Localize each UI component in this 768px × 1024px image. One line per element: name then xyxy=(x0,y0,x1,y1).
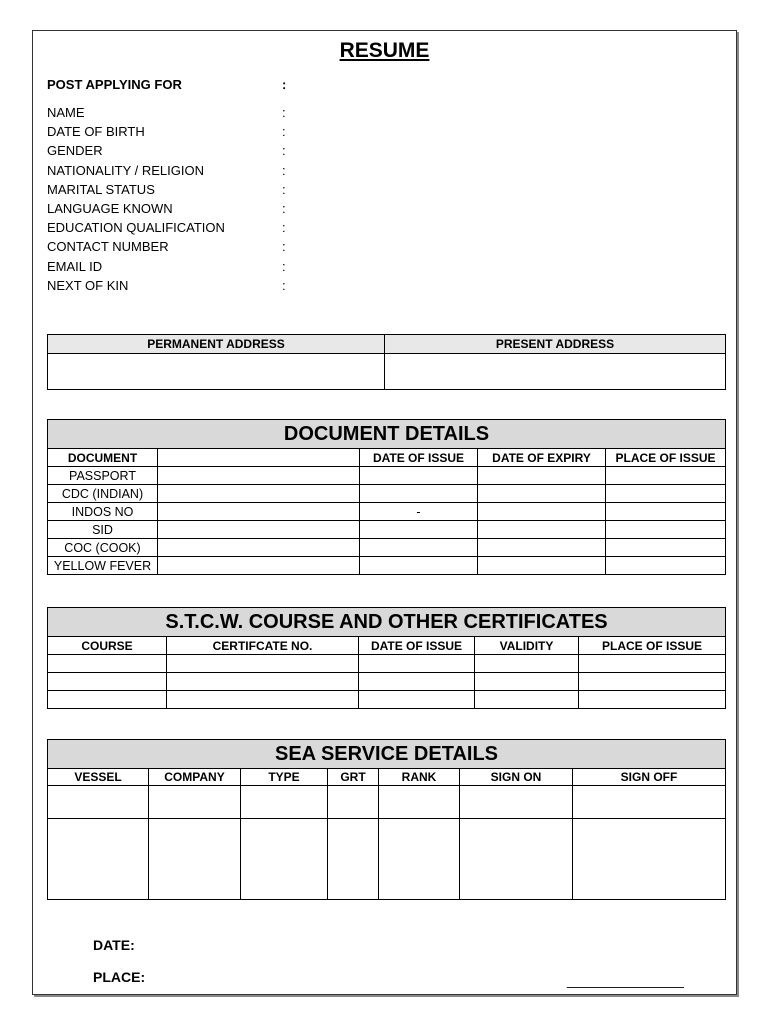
sea-cell[interactable] xyxy=(573,819,726,900)
doc-cell[interactable] xyxy=(606,485,726,503)
table-row xyxy=(48,485,726,503)
stcw-cell[interactable] xyxy=(167,691,359,709)
doc-cell[interactable] xyxy=(478,503,606,521)
table-row xyxy=(48,539,726,557)
doc-name: YELLOW FEVER xyxy=(48,557,158,575)
stcw-cell[interactable] xyxy=(48,655,167,673)
stcw-cell[interactable] xyxy=(475,691,579,709)
doc-cell[interactable] xyxy=(478,485,606,503)
field-gender: GENDER : xyxy=(47,143,286,159)
page-title: RESUME xyxy=(339,39,430,62)
sea-col-sign-off: SIGN OFF xyxy=(573,769,726,786)
sea-cell[interactable] xyxy=(48,819,149,900)
date-label: DATE: xyxy=(93,937,135,953)
field-date-of-birth: DATE OF BIRTH : xyxy=(47,124,286,140)
sea-service-table xyxy=(47,739,726,900)
place-label: PLACE: xyxy=(93,969,146,985)
permanent-address-header: PERMANENT ADDRESS xyxy=(48,335,385,354)
doc-cell[interactable] xyxy=(478,539,606,557)
field-nationality-religion: NATIONALITY / RELIGION : xyxy=(47,162,286,178)
table-row xyxy=(48,655,726,673)
doc-cell[interactable] xyxy=(360,557,478,575)
doc-col-date-of-expiry: DATE OF EXPIRY xyxy=(478,449,606,467)
doc-col-document: DOCUMENT xyxy=(48,449,158,467)
table-row xyxy=(48,521,726,539)
post-applying-label: POST APPLYING FOR xyxy=(47,77,182,92)
doc-cell[interactable] xyxy=(158,467,360,485)
stcw-col-date-of-issue: DATE OF ISSUE xyxy=(359,637,475,655)
table-row xyxy=(48,467,726,485)
sea-col-grt: GRT xyxy=(328,769,379,786)
doc-cell[interactable] xyxy=(478,521,606,539)
present-address-header: PRESENT ADDRESS xyxy=(385,335,726,354)
field-contact-number: CONTACT NUMBER : xyxy=(47,239,286,255)
stcw-col-validity: VALIDITY xyxy=(475,637,579,655)
stcw-certificates-table xyxy=(47,607,726,709)
doc-name: CDC (INDIAN) xyxy=(48,485,158,503)
sea-cell[interactable] xyxy=(328,786,379,819)
doc-name: SID xyxy=(48,521,158,539)
doc-cell[interactable] xyxy=(158,557,360,575)
sea-cell[interactable] xyxy=(379,786,460,819)
doc-cell[interactable] xyxy=(606,557,726,575)
doc-cell[interactable] xyxy=(606,539,726,557)
resume-page xyxy=(32,30,737,995)
doc-col-number xyxy=(158,449,360,467)
doc-cell[interactable] xyxy=(606,467,726,485)
permanent-address-cell[interactable] xyxy=(48,354,385,390)
stcw-cell[interactable] xyxy=(475,655,579,673)
doc-cell[interactable] xyxy=(360,539,478,557)
field-name: NAME : xyxy=(47,105,286,120)
present-address-cell[interactable] xyxy=(385,354,726,390)
stcw-cell[interactable] xyxy=(359,655,475,673)
sea-col-rank: RANK xyxy=(379,769,460,786)
sea-col-type: TYPE xyxy=(241,769,328,786)
document-details-table xyxy=(47,419,726,575)
doc-cell[interactable] xyxy=(158,539,360,557)
doc-col-place-of-issue: PLACE OF ISSUE xyxy=(606,449,726,467)
stcw-cell[interactable] xyxy=(48,691,167,709)
stcw-cell[interactable] xyxy=(359,691,475,709)
sea-cell[interactable] xyxy=(573,786,726,819)
stcw-cell[interactable] xyxy=(167,673,359,691)
stcw-cell[interactable] xyxy=(579,673,726,691)
sea-cell[interactable] xyxy=(460,819,573,900)
stcw-cell[interactable] xyxy=(475,673,579,691)
sea-cell[interactable] xyxy=(48,786,149,819)
personal-fields xyxy=(47,105,307,297)
doc-cell[interactable] xyxy=(606,503,726,521)
field-education: EDUCATION QUALIFICATION : xyxy=(47,220,286,236)
sea-cell[interactable] xyxy=(460,786,573,819)
doc-cell[interactable] xyxy=(478,557,606,575)
doc-cell[interactable] xyxy=(158,503,360,521)
sea-cell[interactable] xyxy=(379,819,460,900)
stcw-title: S.T.C.W. COURSE AND OTHER CERTIFICATES xyxy=(48,608,726,637)
field-next-of-kin: NEXT OF KIN : xyxy=(47,277,286,293)
sea-service-title: SEA SERVICE DETAILS xyxy=(48,740,726,769)
field-email-id: EMAIL ID : xyxy=(47,258,286,274)
stcw-cell[interactable] xyxy=(167,655,359,673)
table-row xyxy=(48,819,726,900)
doc-cell[interactable] xyxy=(360,485,478,503)
sea-cell[interactable] xyxy=(241,819,328,900)
doc-col-date-of-issue: DATE OF ISSUE xyxy=(360,449,478,467)
doc-cell[interactable] xyxy=(478,467,606,485)
sea-cell[interactable] xyxy=(241,786,328,819)
doc-name: PASSPORT xyxy=(48,467,158,485)
table-row xyxy=(48,557,726,575)
sea-col-vessel: VESSEL xyxy=(48,769,149,786)
doc-name: COC (COOK) xyxy=(48,539,158,557)
stcw-col-certificate-no: CERTIFCATE NO. xyxy=(167,637,359,655)
document-details-title: DOCUMENT DETAILS xyxy=(48,420,726,449)
address-table xyxy=(47,334,726,390)
sea-cell[interactable] xyxy=(149,786,241,819)
stcw-cell[interactable] xyxy=(579,691,726,709)
sea-cell[interactable] xyxy=(328,819,379,900)
post-applying-colon: : xyxy=(282,77,287,92)
doc-cell[interactable] xyxy=(158,485,360,503)
sea-col-sign-on: SIGN ON xyxy=(460,769,573,786)
field-language-known: LANGUAGE KNOWN : xyxy=(47,200,286,216)
table-row xyxy=(48,786,726,819)
signature-line[interactable]: _______________ xyxy=(567,972,684,988)
table-row xyxy=(48,691,726,709)
table-row xyxy=(48,503,726,521)
stcw-cell[interactable] xyxy=(359,673,475,691)
doc-cell[interactable] xyxy=(158,521,360,539)
stcw-col-course: COURSE xyxy=(48,637,167,655)
doc-cell[interactable]: - xyxy=(360,503,478,521)
sea-cell[interactable] xyxy=(149,819,241,900)
stcw-col-place-of-issue: PLACE OF ISSUE xyxy=(579,637,726,655)
doc-name: INDOS NO xyxy=(48,503,158,521)
doc-cell[interactable] xyxy=(606,521,726,539)
sea-col-company: COMPANY xyxy=(149,769,241,786)
stcw-cell[interactable] xyxy=(579,655,726,673)
doc-cell[interactable] xyxy=(360,467,478,485)
doc-cell[interactable] xyxy=(360,521,478,539)
table-row xyxy=(48,673,726,691)
field-marital-status: MARITAL STATUS : xyxy=(47,181,286,197)
stcw-cell[interactable] xyxy=(48,673,167,691)
